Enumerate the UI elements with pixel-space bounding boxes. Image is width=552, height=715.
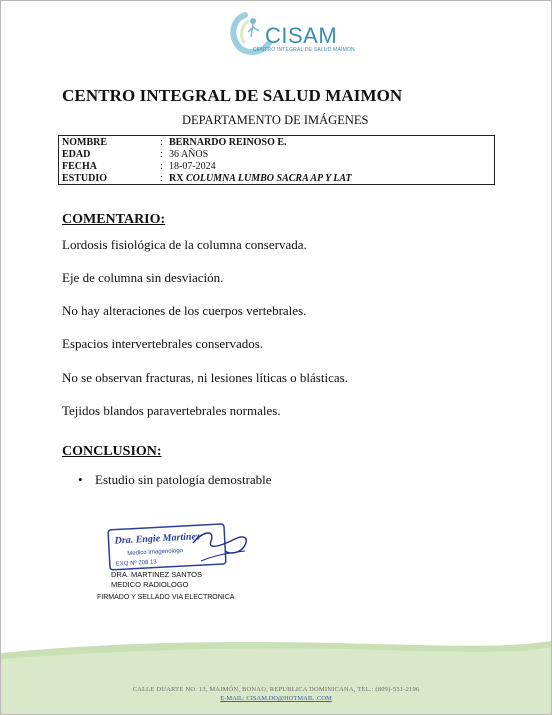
stamp-exequatur: EXQ Nº 208 13 (115, 559, 157, 568)
bullet-icon: • (78, 472, 83, 487)
study-prefix: RX (169, 173, 184, 184)
doctor-stamp (105, 521, 255, 573)
study-label: ESTUDIO (62, 173, 108, 184)
comment-line: Lordosis fisiológica de la columna conservada. (62, 237, 307, 252)
name-value: BERNARDO REINOSO E. (169, 137, 287, 148)
stamp-name: Dra. Engie Martinez (114, 531, 201, 547)
footer-email[interactable]: E-MAIL: CISAM.DO@HOTMAIL .COM (220, 695, 332, 702)
comment-line: Eje de columna sin desviación. (62, 270, 224, 285)
department-title: DEPARTAMENTO DE IMÁGENES (182, 113, 369, 127)
age-value: 36 AÑOS (169, 149, 209, 160)
comment-line: Tejidos blandos paravertebrales normales. (62, 403, 281, 418)
date-colon: : (160, 161, 163, 172)
age-label: EDAD (62, 149, 91, 160)
date-value: 18-07-2024 (169, 161, 216, 172)
signature-note: FIRMADO Y SELLADO VIA ELECTRONICA (97, 594, 235, 601)
comment-line: No hay alteraciones de los cuerpos vertebrales. (62, 303, 307, 318)
footer-band (1, 641, 551, 715)
comment-line: Espacios intervertebrales conservados. (62, 336, 264, 351)
cisam-logo (223, 9, 355, 57)
signature-scribble (193, 533, 246, 553)
signature-underline (201, 551, 245, 561)
doctor-role: MEDICO RADIOLOGO (111, 580, 189, 589)
conclusion-item: Estudio sin patología demostrable (95, 472, 272, 487)
logo-subtitle: CENTRO INTEGRAL DE SALUD MAIMON (253, 47, 355, 53)
logo-wordmark: CISAM (265, 23, 338, 48)
comment-heading: COMENTARIO: (62, 212, 166, 227)
name-colon: : (160, 137, 163, 148)
study-colon: : (160, 173, 163, 184)
study-name: COLUMNA LUMBO SACRA AP Y LAT (185, 173, 352, 184)
footer-address: CALLE DUARTE NO. 13, MAIMÓN, BONAO, REPUBLICA DOMINICANA, TEL.: (809)-551-2196 (132, 686, 420, 693)
name-label: NOMBRE (62, 137, 107, 148)
doctor-name: DRA. MARTINEZ SANTOS (111, 570, 202, 579)
age-colon: : (160, 149, 163, 160)
date-label: FECHA (62, 161, 97, 172)
stamp-role: Medico Imagenologo (127, 548, 184, 557)
conclusion-heading: CONCLUSION: (62, 444, 162, 459)
study-value (169, 173, 352, 185)
patient-info-box (58, 135, 495, 185)
comment-line: No se observan fracturas, ni lesiones líticas o blásticas. (62, 370, 348, 385)
page-title: CENTRO INTEGRAL DE SALUD MAIMON (62, 86, 403, 105)
